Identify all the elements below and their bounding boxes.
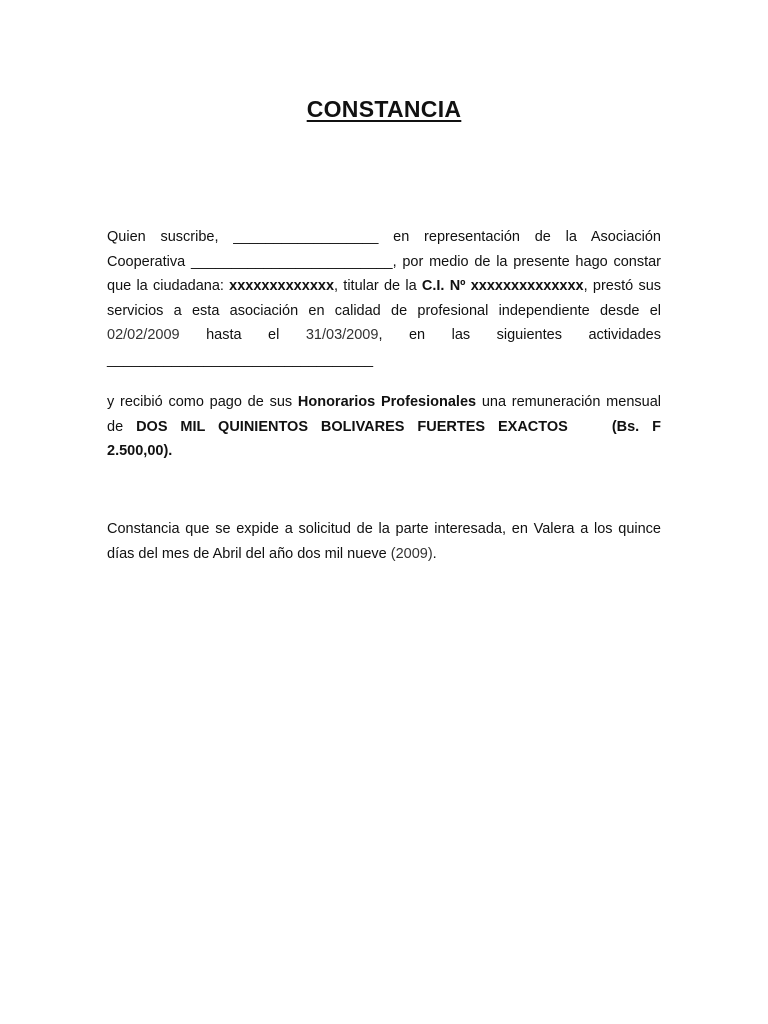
- p2-text-1: y recibió como pago de sus: [107, 394, 298, 410]
- date-from: 02/02/2009: [107, 327, 180, 343]
- issuance-year: (2009): [390, 545, 433, 562]
- fees-label: Honorarios Profesionales: [297, 394, 477, 410]
- amount-number: (Bs. F 2.500,00).: [107, 418, 661, 459]
- p1-text-5: , prestó sus servicios a esta asociación en calidad de profesional independiente desde el: [107, 278, 662, 319]
- p3-text-1: Constancia que se expide a solicitud de la parte interesada, en Valera a los quince días del mes de Abril del año dos mil nueve: [107, 521, 661, 562]
- p1-text-3: , por medio de la presente hago constar que la ciudadana:: [107, 253, 662, 294]
- citizen-name: xxxxxxxxxxxxx: [229, 278, 335, 294]
- amount-words: DOS MIL QUINIENTOS BOLIVARES FUERTES EXACTOS: [136, 418, 568, 435]
- cooperative-blank: _________________________: [190, 253, 393, 270]
- p1-text-6: hasta el: [179, 327, 306, 343]
- p1-text-4: , titular de la: [334, 278, 422, 294]
- p2-text-2: una remuneración mensual de: [107, 394, 661, 435]
- p3-text-2: .: [432, 545, 437, 562]
- paragraph-payment: [107, 390, 661, 464]
- document-title: [0, 96, 768, 123]
- date-to: 31/03/2009: [305, 327, 379, 343]
- p1-text-2: en representación de la Asociación Cooperativa: [107, 229, 661, 270]
- activities-blank: _________________________________: [107, 351, 374, 368]
- paragraph-certification: [107, 225, 661, 372]
- signer-blank: __________________: [233, 229, 379, 245]
- paragraph-issuance: [107, 517, 661, 566]
- p1-text-7: , en las siguientes actividades: [378, 327, 661, 343]
- title-text: CONSTANCIA: [306, 96, 462, 122]
- p1-text-1: Quien suscribe,: [107, 229, 234, 245]
- ci-number: C.I. Nº xxxxxxxxxxxxxx: [421, 278, 584, 294]
